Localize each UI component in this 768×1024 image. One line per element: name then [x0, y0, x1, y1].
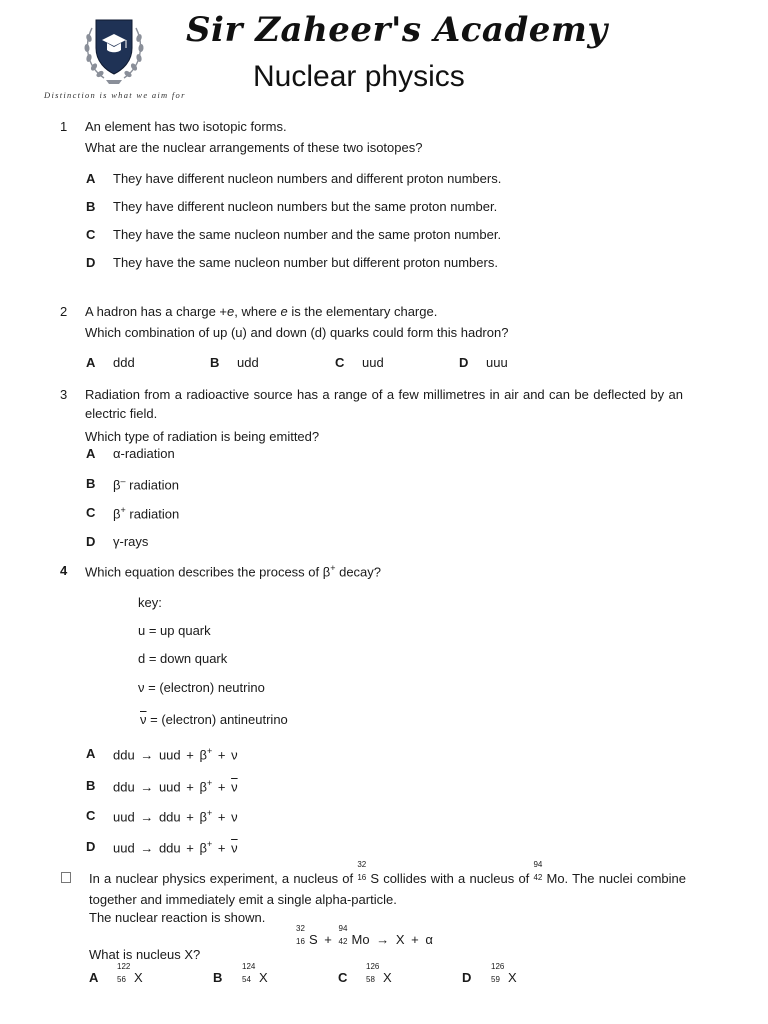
q4-option-letter: B [86, 778, 96, 793]
q5-option-letter: A [89, 970, 99, 985]
q2-line2: Which combination of up (u) and down (d) quarks could form this hadron? [85, 325, 509, 340]
question-marker-box [61, 872, 71, 883]
q3-number: 3 [60, 387, 68, 402]
q1-number: 1 [60, 119, 68, 134]
q1-line1: An element has two isotopic forms. [85, 119, 287, 134]
q2-option-text: uud [362, 355, 384, 370]
q1-option-letter: B [86, 199, 96, 214]
q1-option-letter: D [86, 255, 96, 270]
academy-tagline: Distinction is what we aim for [44, 90, 186, 100]
sulfur-nucleus: 32 16 [357, 860, 367, 882]
q1-line2: What are the nuclear arrangements of these two isotopes? [85, 140, 423, 155]
q3-question: Which type of radiation is being emitted? [85, 429, 320, 444]
q5-option-letter: D [462, 970, 472, 985]
q4-option-letter: D [86, 839, 96, 854]
q2-number: 2 [60, 304, 68, 319]
q5-question: What is nucleus X? [89, 947, 201, 962]
q4-option-letter: A [86, 746, 96, 761]
q2-option-letter: C [335, 355, 345, 370]
q4-option-letter: C [86, 808, 96, 823]
q1-option-text: They have different nucleon numbers and different proton numbers. [113, 171, 502, 186]
q5-option-nucleus: 124 54 X [242, 962, 268, 985]
q5-option-nucleus: 126 59 X [491, 962, 517, 985]
q3-option-letter: D [86, 534, 96, 549]
q2-option-text: uuu [486, 355, 508, 370]
q5-option-nucleus: 126 58 X [366, 962, 392, 985]
q4-option-equation: uud → ddu + $\beta^+ + \overline{\nu}$ [113, 839, 238, 856]
q3-option-letter: B [86, 476, 96, 491]
q4-option-equation: ddu → uud + β+ + ν [113, 746, 238, 763]
q5-text: In a nuclear physics experiment, a nucleus of 32 16 S collides with a nucleus of 94 42 Mo. The nuclei combine together and immediately emit a single alpha-particle. [89, 860, 686, 907]
key-neutrino: ν = (electron) neutrino [138, 680, 265, 695]
molybdenum-nucleus: 94 42 [533, 860, 543, 882]
q2-option-letter: B [210, 355, 220, 370]
q3-option-text: α-radiation [113, 446, 175, 461]
q5-option-letter: C [338, 970, 348, 985]
q3-option-text: β+ radiation [113, 505, 180, 522]
q3-option-letter: C [86, 505, 96, 520]
key-antineutrino: $\overline{\nu}$ = (electron) antineutrino [140, 712, 288, 727]
q5-reaction-equation: 32 16 S + 94 42 Mo → X + α [296, 924, 433, 947]
q1-option-letter: C [86, 227, 96, 242]
q1-option-text: They have different nucleon numbers but the same proton number. [113, 199, 498, 214]
key-down-quark: d = down quark [138, 651, 228, 666]
q2-option-text: udd [237, 355, 259, 370]
q2-line1: A hadron has a charge +e, where e is the elementary charge. [85, 304, 438, 319]
q1-option-text: They have the same nucleon number and the same proton number. [113, 227, 502, 242]
q5-option-letter: B [213, 970, 223, 985]
q3-option-text: γ-rays [113, 534, 149, 549]
key-title: key: [138, 595, 162, 610]
q4-option-equation: uud → ddu + β+ + ν [113, 808, 238, 825]
q2-option-letter: A [86, 355, 96, 370]
q5-line3: The nuclear reaction is shown. [89, 910, 266, 925]
academy-logo [82, 14, 146, 86]
q1-option-letter: A [86, 171, 96, 186]
q3-text: Radiation from a radioactive source has a range of a few millimetres in air and can be deflected by an electric field. [85, 387, 683, 421]
q3-option-letter: A [86, 446, 96, 461]
q2-option-letter: D [459, 355, 469, 370]
q3-option-text: β– radiation [113, 476, 179, 493]
q4-question: Which equation describes the process of β+ decay? [85, 563, 382, 580]
q5-option-nucleus: 122 56 X [117, 962, 143, 985]
q4-number: 4 [60, 563, 68, 578]
page-title: Nuclear physics [253, 60, 465, 93]
q2-option-text: ddd [113, 355, 135, 370]
q4-option-equation: ddu → uud + $\beta^+ + \overline{\nu}$ [113, 778, 238, 795]
academy-name: Sir Zaheer's Academy [186, 10, 608, 50]
key-up-quark: u = up quark [138, 623, 211, 638]
q1-option-text: They have the same nucleon number but different proton numbers. [113, 255, 498, 270]
